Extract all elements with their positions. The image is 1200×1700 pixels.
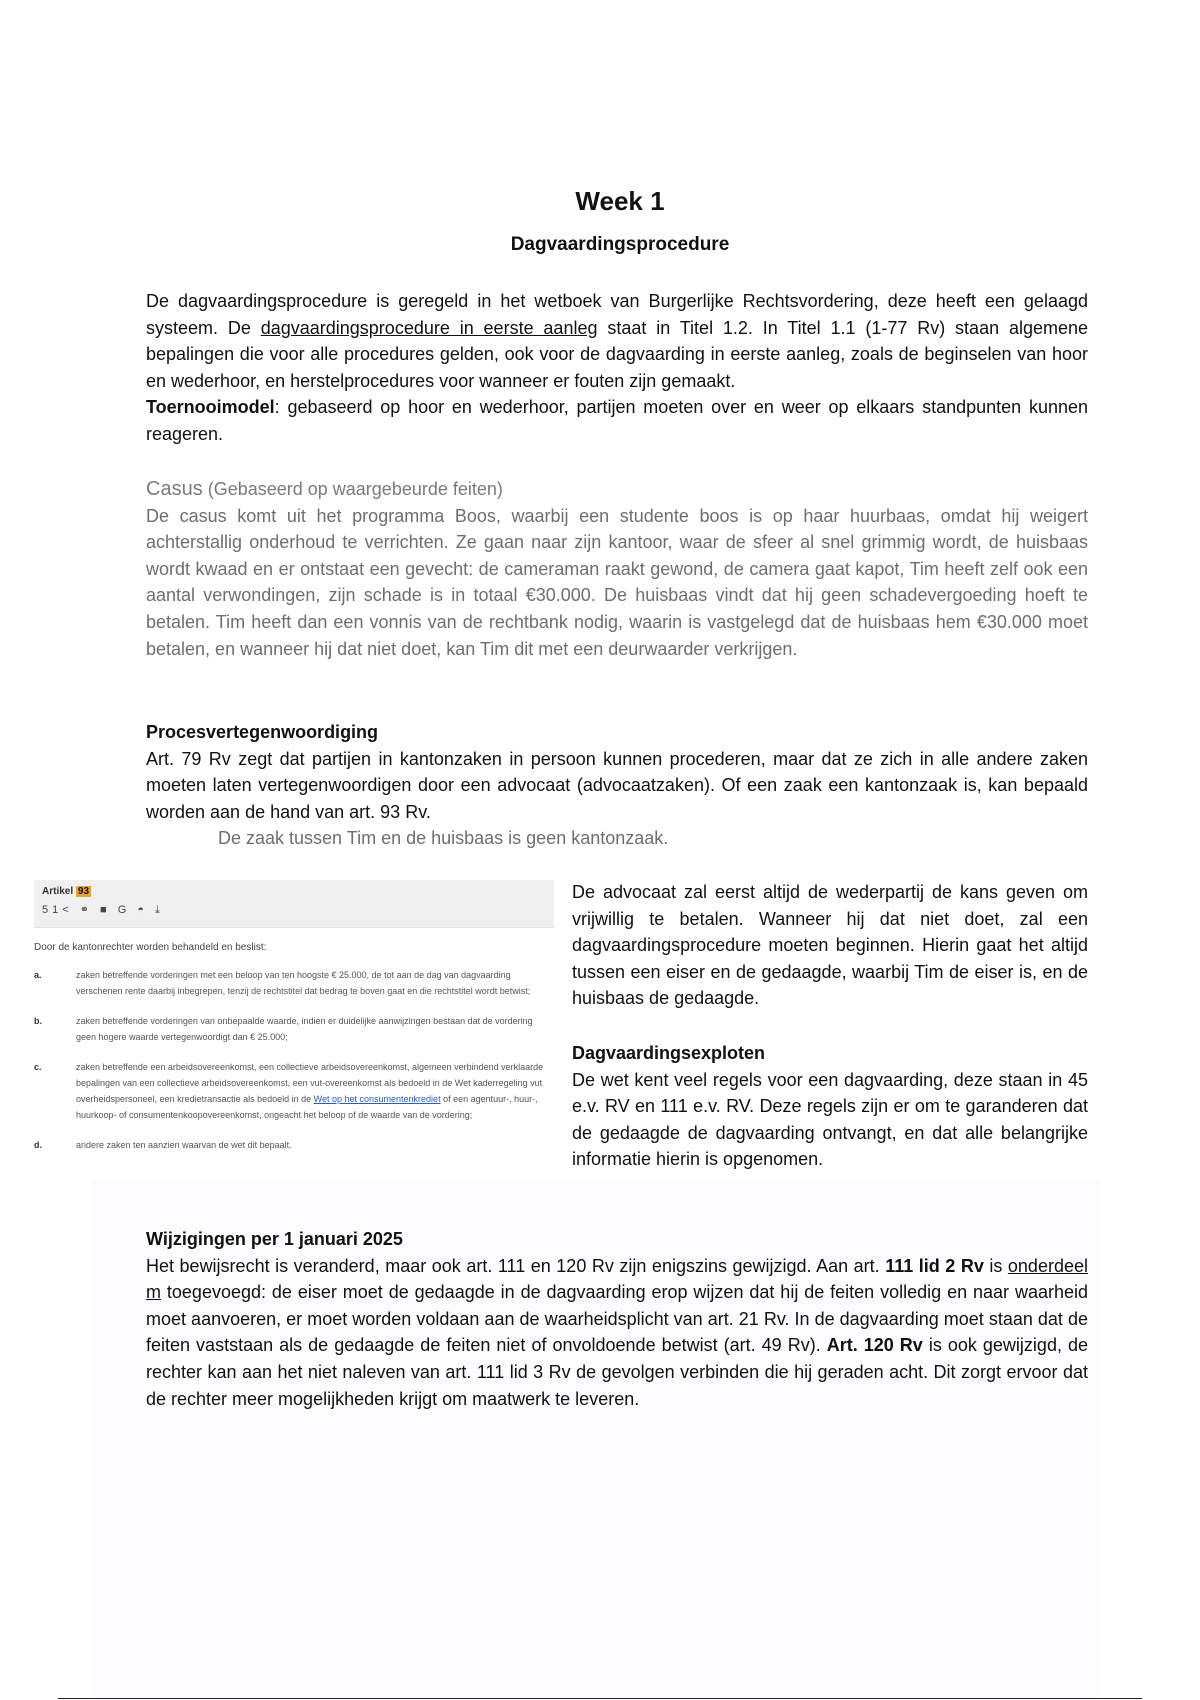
item-text: of een agentuur-, huur-, huurkoop- of consumentenkoopovereenkomst, ongeacht het beloop of de waarde van de vordering; <box>76 1094 538 1120</box>
article-item-b <box>34 1013 554 1045</box>
article-label <box>42 886 546 897</box>
casus-title: Casus <box>146 478 203 500</box>
advocaat-section <box>572 879 1088 1012</box>
item-letter: c. <box>34 1062 42 1072</box>
toernooimodel-term: Toernooimodel <box>146 397 275 418</box>
wijz-bold-1: 111 lid 2 Rv <box>885 1255 984 1276</box>
item-text: zaken betreffende vorderingen met een beloop van ten hoogste € 25.000, de tot aan de dag van dagvaarding verschenen rente daarbij inbegrepen, tenzij de rechtstitel dat bedrag te boven gaat en die rechtstitel wordt betwist; <box>76 970 531 996</box>
proces-text: Art. 79 Rv zegt dat partijen in kantonzaken in persoon kunnen procederen, maar dat ze zich in alle andere zaken moeten laten vertegenwoordigen door een advocaat (advocaatzaken). Of een zaak een kantonzaak is, kan bepaald worden aan de hand van art. 93 Rv. <box>146 748 1088 822</box>
article-93-screenshot <box>34 880 554 1210</box>
wijzigingen-heading: Wijzigingen per 1 januari 2025 <box>146 1229 403 1249</box>
wijz-text-4: is ook gewijzigd, de rechter kan aan het niet naleven van art. 111 lid 3 Rv de gevolgen verbinden die hij geraden acht. Dit zorgt ervoor dat de rechter meer mogelijkheden krijgt om maatwerk te leveren. <box>146 1335 1088 1409</box>
item-letter: b. <box>34 1016 42 1026</box>
intro-text-a: De dagvaardingsprocedure is geregeld in het wetboek van Burgerlijke Rechtsvordering, deze heeft een gelaagd systeem. De <box>146 291 1088 338</box>
proces-heading: Procesvertegenwoordiging <box>146 722 379 742</box>
item-letter: d. <box>34 1140 42 1150</box>
article-item-c <box>34 1059 554 1123</box>
article-toolbar-icons <box>42 903 546 917</box>
intro-paragraph <box>146 288 1088 394</box>
casus-section <box>146 476 1088 662</box>
exploten-text: De wet kent veel regels voor een dagvaarding, deze staan in 45 e.v. RV en 111 e.v. RV. Deze regels zijn er om te garanderen dat de gedaagde de dagvaarding ontvangt, en dat alle belangrijke informatie hierin is opgenomen. <box>572 1069 1088 1170</box>
wijzigingen-text <box>146 1253 1088 1413</box>
share-link-print-icon: < ⚭ ■ G ◓ ⤓ <box>62 904 164 916</box>
wijz-text-1: Het bewijsrecht is veranderd, maar ook art. 111 en 120 Rv zijn enigszins gewijzigd. Aan art. <box>146 1255 886 1276</box>
bottom-rule <box>58 1698 1142 1699</box>
wijzigingen-section <box>146 1226 1088 1412</box>
advocaat-text: De advocaat zal eerst altijd de wederpartij de kans geven om vrijwillig te betalen. Wanneer hij dat niet doet, zal een dagvaardingsprocedure moeten beginnen. Hierin gaat het altijd tussen een eiser en de gedaagde, waarbij Tim de eiser is, en de huisbaas de gedaagde. <box>572 882 1088 1009</box>
item-text: andere zaken ten aanzien waarvan de wet dit bepaalt. <box>76 1140 292 1150</box>
wijz-text-3: toegevoegd: de eiser moet de gedaagde in de dagvaarding erop wijzen dat hij de feiten volledig en naar waarheid moet aanvoeren, er moet worden voldaan aan de waarheidsplicht van art. 21 Rv. In de dagvaarding moet staan dat de feiten vaststaan als de gedaagde de feiten niet of onvoldoende betwist (art. 49 Rv). <box>146 1282 1088 1356</box>
toolbar-count: 51 <box>42 904 63 916</box>
wijz-underlined: onderdeel m <box>146 1255 1088 1303</box>
article-label-text: Artikel <box>42 886 74 897</box>
toernooimodel-paragraph <box>146 394 1088 447</box>
item-text: zaken betreffende vorderingen van onbepaalde waarde, indien er duidelijke aanwijzingen bestaan dat de vordering geen hogere waarde vertegenwoordigt dan € 25.000; <box>76 1016 533 1042</box>
intro-text-b: staat in Titel 1.2. In Titel 1.1 (1-77 Rv) staan algemene bepalingen die voor alle procedures gelden, ook voor de dagvaarding in eerste aanleg, zoals de beginselen van hoor en wederhoor, en herstelprocedures voor wanneer er fouten zijn gemaakt. <box>146 317 1088 391</box>
intro-underlined: dagvaardingsprocedure in eerste aanleg <box>260 317 598 338</box>
intro-section <box>146 288 1088 448</box>
proces-section <box>146 719 1088 852</box>
casus-text: De casus komt uit het programma Boos, waarbij een studente boos is op haar huurbaas, omdat hij weigert achterstallig onderhoud te verrichten. Ze gaan naar zijn kantoor, waar de sfeer al snel grimmig wordt, de huisbaas wordt kwaad en er ontstaat een gevecht: de cameraman raakt gewond, de camera gaat kapot, Tim heeft zelf ook een aantal verwondingen, zijn schade is in totaal €30.000. De huisbaas vindt dat hij geen schadevergoeding hoeft te betalen. Tim heeft dan een vonnis van de rechtbank nodig, waarin is vastgelegd dat de huisbaas hem €30.000 moet betalen, en wanneer hij dat niet doet, kan Tim dit met een deurwaarder verkrijgen. <box>146 505 1088 659</box>
article-toolbar <box>34 880 554 928</box>
wijz-bold-2: Art. 120 Rv <box>826 1335 923 1356</box>
article-item-d <box>34 1137 554 1153</box>
item-letter: a. <box>34 970 42 980</box>
item-text: zaken betreffende een arbeidsovereenkomst, een collectieve arbeidsovereenkomst, algemeen verbindend verklaarde bepalingen van een collectieve arbeidsovereenkomst, een vut-overeenkomst als bedoeld in de Wet kaderregeling vut overheidspersoneel, een kredietransactie als bedoeld in de <box>76 1062 544 1104</box>
article-number: 93 <box>77 886 90 897</box>
wijz-text-2: is <box>983 1255 1008 1276</box>
article-intro: Door de kantonrechter worden behandeld en beslist: <box>34 942 267 953</box>
page-title: Week 1 <box>575 186 665 216</box>
proces-note: De zaak tussen Tim en de huisbaas is geen kantonzaak. <box>218 828 669 849</box>
toernooimodel-text: : gebaseerd op hoor en wederhoor, partijen moeten over en weer op elkaars standpunten kunnen reageren. <box>146 397 1088 444</box>
casus-heading <box>146 476 1088 503</box>
page-subtitle: Dagvaardingsprocedure <box>510 234 730 255</box>
consumentenkrediet-link[interactable]: Wet op het consumentenkrediet <box>313 1094 441 1104</box>
article-item-a <box>34 967 554 999</box>
casus-subtitle: (Gebaseerd op waargebeurde feiten) <box>202 479 503 499</box>
exploten-section <box>572 1040 1088 1173</box>
exploten-heading: Dagvaardingsexploten <box>572 1043 766 1063</box>
